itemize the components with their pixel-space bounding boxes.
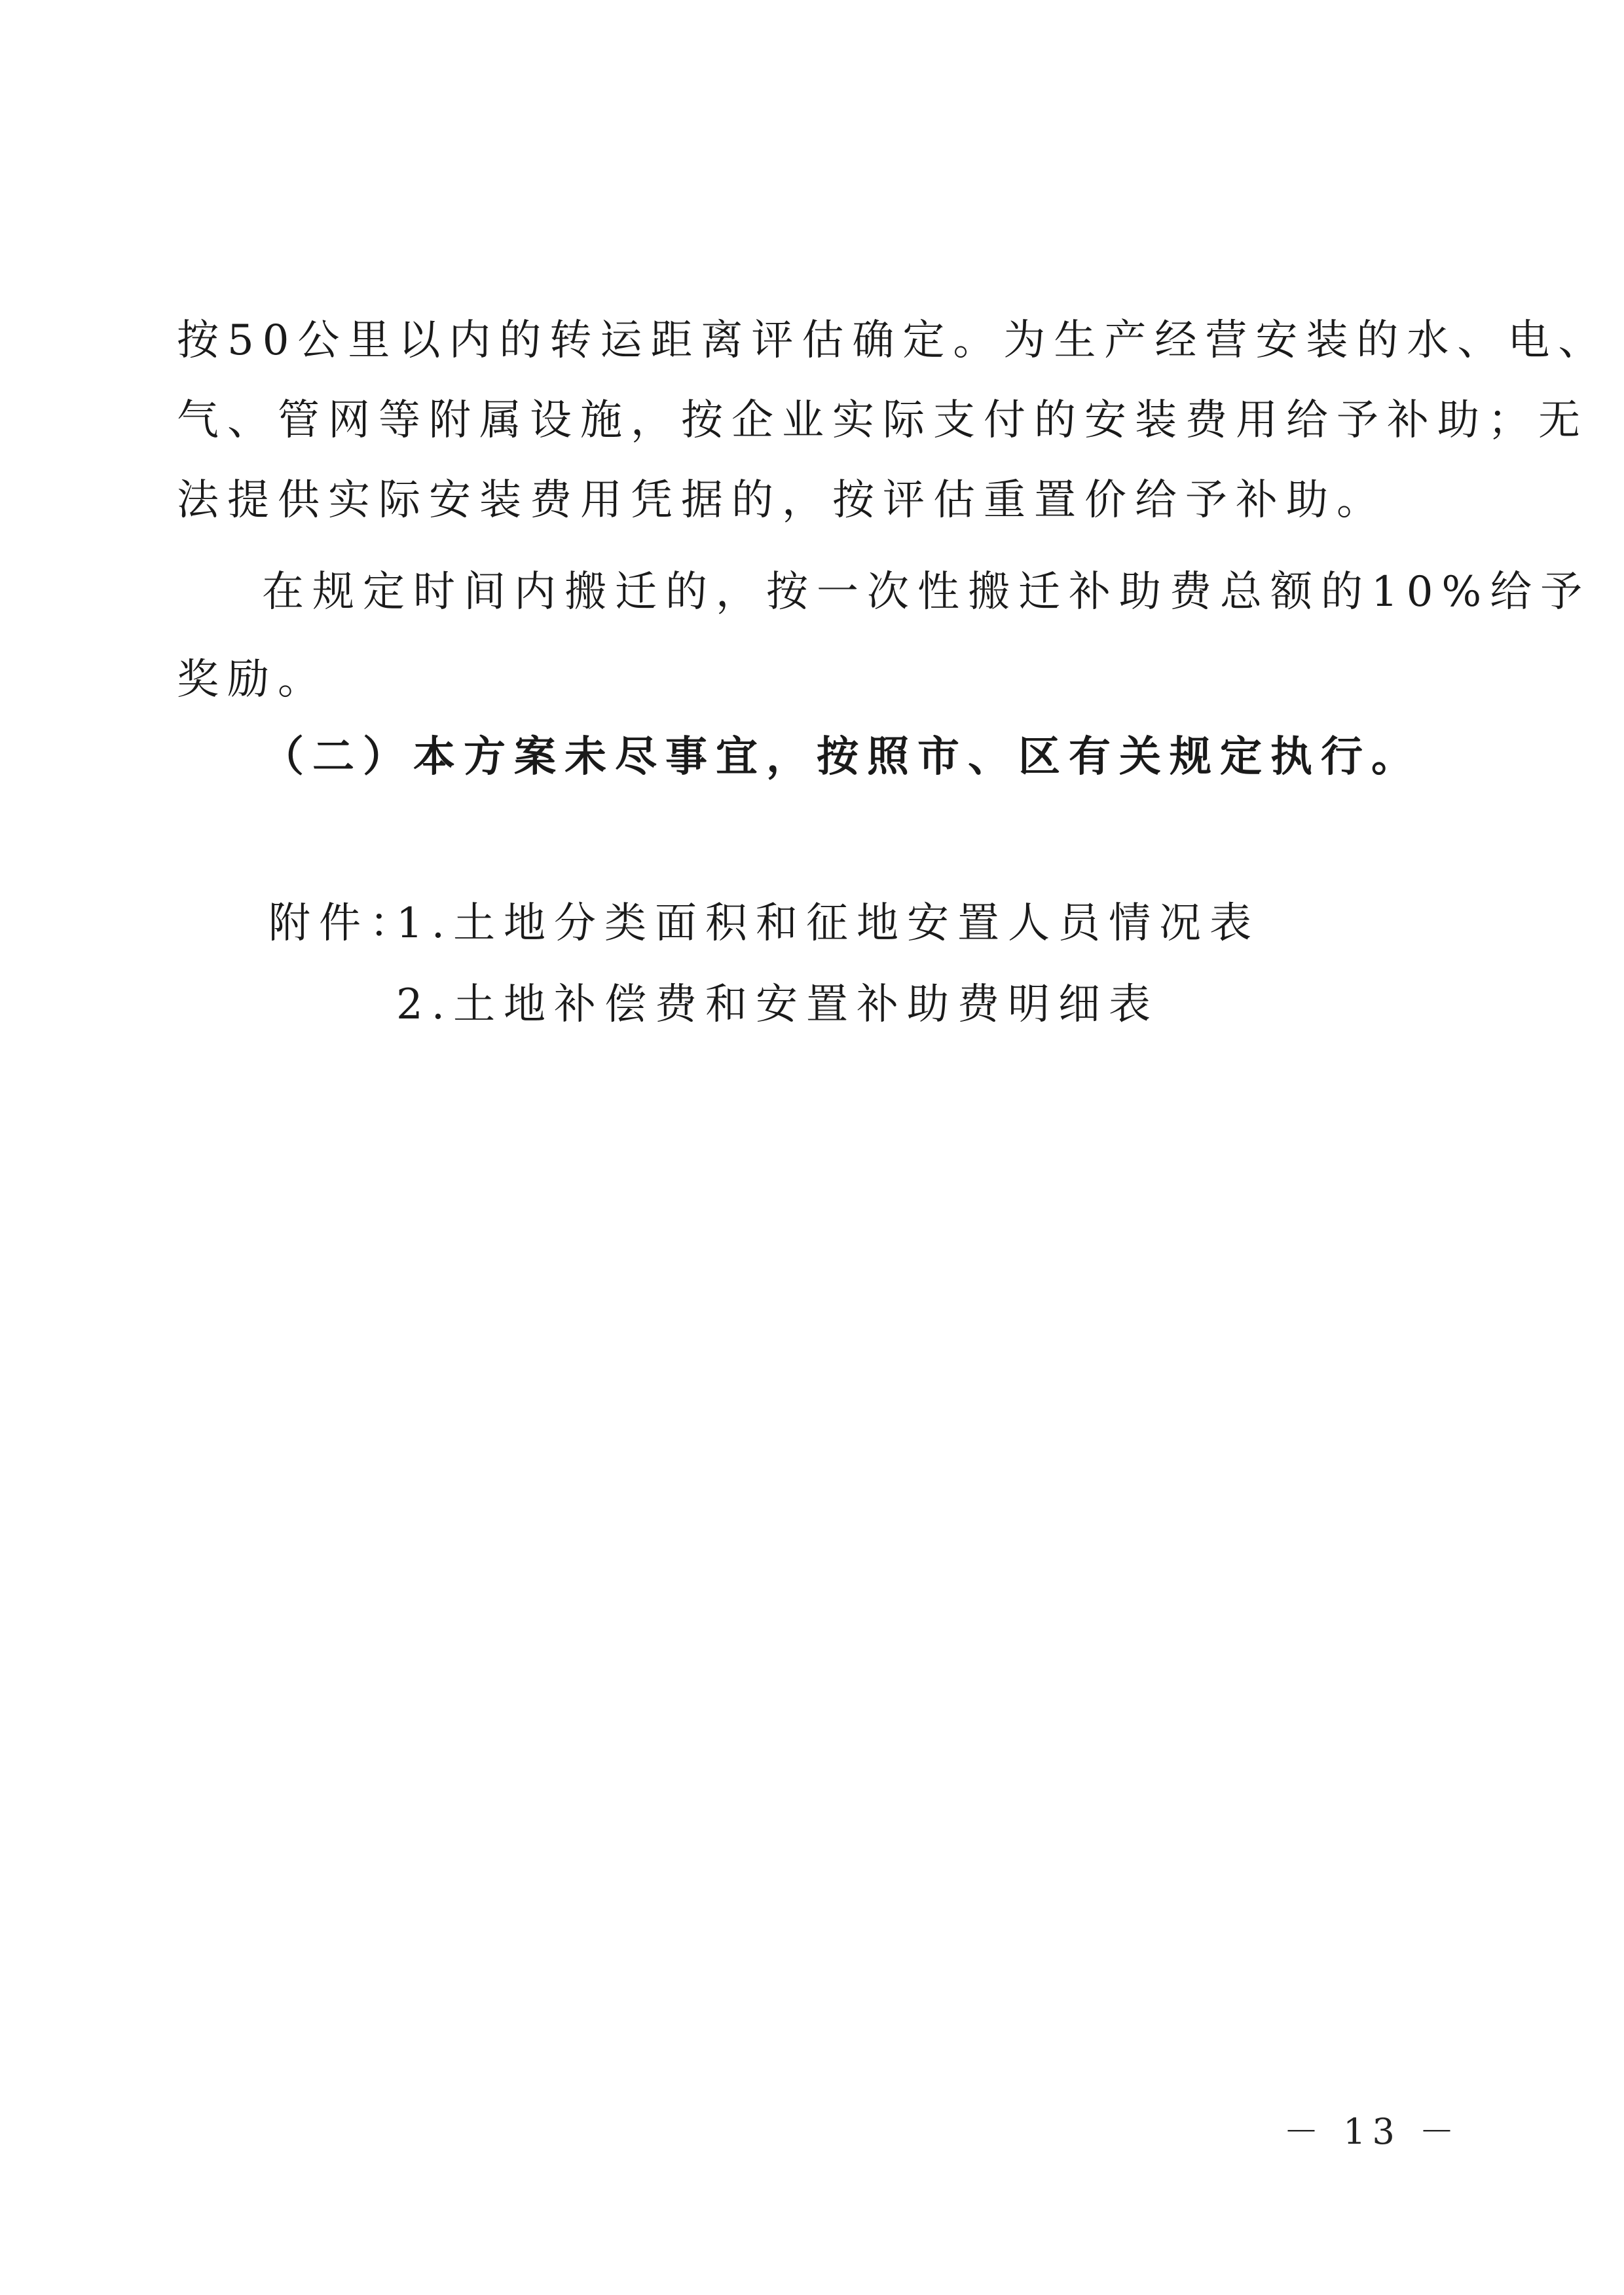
body-line-1: 按50公里以内的转运距离评估确定。为生产经营安装的水、电、 — [177, 316, 1609, 365]
body-line-5: 奖励。 — [177, 656, 328, 704]
page-number: － 13 － — [1283, 2111, 1462, 2152]
attachments-label: 附件： — [268, 899, 420, 948]
body-line-3: 法提供实际安装费用凭据的，按评估重置价给予补助。 — [177, 476, 1387, 525]
attachment-item-2: 2.土地补偿费和安置补助费明细表 — [396, 980, 1160, 1029]
body-line-2: 气、管网等附属设施，按企业实际支付的安装费用给予补助；无 — [177, 396, 1589, 445]
section-heading-2: （二）本方案未尽事宜，按照市、区有关规定执行。 — [262, 732, 1422, 781]
body-line-4: 在规定时间内搬迁的，按一次性搬迁补助费总额的10%给予 — [262, 568, 1591, 616]
attachment-item-1: 1.土地分类面积和征地安置人员情况表 — [396, 899, 1261, 948]
